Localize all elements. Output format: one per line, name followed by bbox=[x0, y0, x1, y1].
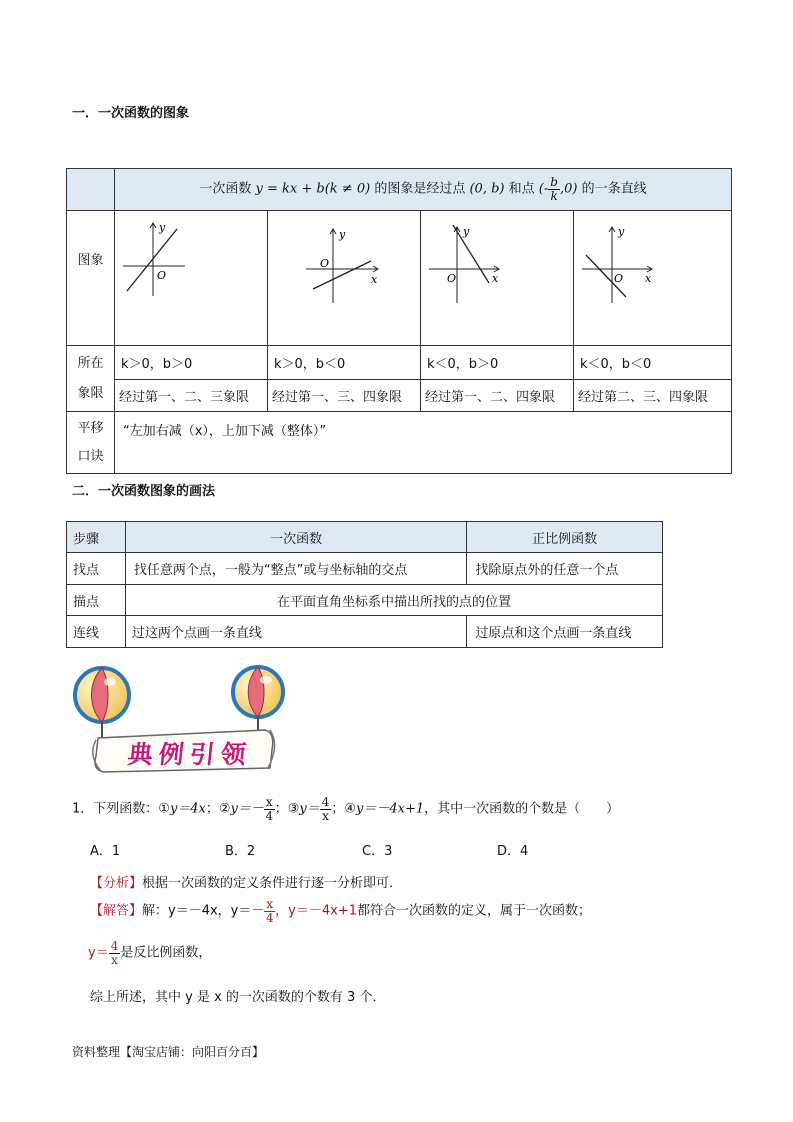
graph-k-pos-b-pos bbox=[115, 211, 267, 341]
quadrant-4: 经过第二、三、四象限 bbox=[574, 380, 732, 412]
row-graph-label: 图象 bbox=[67, 211, 115, 346]
find-proportional: 找除原点外的任意一个点 bbox=[467, 553, 663, 585]
option-c[interactable]: C．3 bbox=[362, 844, 393, 859]
graph-k-neg-b-neg bbox=[574, 211, 731, 341]
svg-text:x: x bbox=[371, 273, 378, 286]
table1-header: 一次函数 y = kx + b(k ≠ 0) 的图象是经过点 (0, b) 和点 (- $\frac{b}{k}$ ,0) 的一条直线 bbox=[115, 169, 732, 211]
svg-text:y: y bbox=[463, 225, 470, 238]
svg-text:x: x bbox=[645, 272, 652, 285]
step-find: 找点 bbox=[67, 553, 126, 585]
option-d[interactable]: D．4 bbox=[497, 844, 529, 859]
footer-credit: 资料整理【淘宝店铺：向阳百分百】 bbox=[72, 1045, 265, 1059]
header-step: 步骤 bbox=[67, 522, 126, 553]
option-a[interactable]: A．1 bbox=[90, 844, 121, 859]
graph-cell-1 bbox=[115, 211, 268, 346]
ball-left-icon bbox=[75, 668, 129, 738]
example-banner bbox=[70, 660, 300, 780]
connect-proportional: 过原点和这个点画一条直线 bbox=[467, 616, 663, 648]
graph-cell-3 bbox=[421, 211, 574, 346]
step-plot: 描点 bbox=[67, 585, 126, 616]
q1-fraction-2: $\frac{x}{4}$ bbox=[265, 795, 274, 823]
quadrant-2: 经过第一、三、四象限 bbox=[268, 380, 421, 412]
condition-1: k＞0，b＞0 bbox=[115, 346, 268, 380]
graph-k-pos-b-neg bbox=[268, 211, 420, 341]
svg-text:x: x bbox=[492, 272, 499, 285]
header-fraction: $\frac{b}{k}$ bbox=[550, 175, 558, 203]
svg-text:O: O bbox=[614, 272, 624, 285]
shift-rule: “左加右减（x），上加下减（整体）” bbox=[115, 412, 732, 474]
analysis: 【分析】根据一次函数的定义条件进行逐一分析即可． bbox=[90, 876, 403, 891]
condition-4: k＜0，b＜0 bbox=[574, 346, 732, 380]
row-quadrant-label: 所在 象限 bbox=[67, 346, 115, 412]
answer-line-1: 【解答】解：y＝－4x，y＝－ $\frac{x}{4}$ ，y＝－4x+1都符合一次函数的定义，属于一次函数； bbox=[90, 897, 591, 925]
section2-title: 二．一次函数图象的画法 bbox=[72, 484, 216, 499]
header-proportional: 正比例函数 bbox=[467, 522, 663, 553]
condition-2: k＞0，b＜0 bbox=[268, 346, 421, 380]
answer-line-2: y＝ $\frac{4}{x}$ 是反比例函数， bbox=[88, 939, 212, 967]
row-shift-label: 平移 口诀 bbox=[67, 412, 115, 474]
answer-tag: 【解答】 bbox=[90, 903, 143, 919]
step-connect: 连线 bbox=[67, 616, 126, 648]
linear-function-graph-table bbox=[66, 168, 732, 474]
graph-drawing-table bbox=[66, 521, 663, 648]
answer-fraction-2: $\frac{4}{x}$ bbox=[110, 939, 119, 967]
ball-right-icon bbox=[233, 667, 283, 732]
graph-k-neg-b-pos bbox=[421, 211, 573, 341]
analysis-tag: 【分析】 bbox=[90, 876, 143, 891]
graph-cell-2 bbox=[268, 211, 421, 346]
graph-cell-4 bbox=[574, 211, 732, 346]
banner-text: 典例引领 bbox=[126, 740, 254, 769]
svg-text:O: O bbox=[320, 257, 330, 270]
question-1: 1．下列函数：①y＝4x；②y＝－ $\frac{x}{4}$ ；③y＝ $\frac{4}{x}$ ；④y＝－4x+1，其中一次函数的个数是（ ） bbox=[72, 795, 620, 823]
answer-fraction-1: $\frac{x}{4}$ bbox=[265, 897, 274, 925]
plot-both: 在平面直角坐标系中描出所找的点的位置 bbox=[125, 585, 662, 616]
svg-text:O: O bbox=[157, 269, 167, 282]
quadrant-1: 经过第一、二、三象限 bbox=[115, 380, 268, 412]
condition-3: k＜0，b＞0 bbox=[421, 346, 574, 380]
section1-title: 一．一次函数的图象 bbox=[72, 106, 190, 121]
table1-corner bbox=[67, 169, 115, 211]
svg-text:y: y bbox=[159, 221, 166, 234]
svg-text:O: O bbox=[447, 272, 457, 285]
answer-line-3: 综上所述，其中 y 是 x 的一次函数的个数有 3 个． bbox=[90, 990, 386, 1005]
svg-text:y: y bbox=[618, 225, 625, 238]
find-linear: 找任意两个点，一般为“整点”或与坐标轴的交点 bbox=[125, 553, 466, 585]
q1-fraction-3: $\frac{4}{x}$ bbox=[321, 795, 330, 823]
quadrant-3: 经过第一、二、四象限 bbox=[421, 380, 574, 412]
svg-text:y: y bbox=[339, 228, 346, 241]
connect-linear: 过这两个点画一条直线 bbox=[125, 616, 466, 648]
option-b[interactable]: B．2 bbox=[225, 844, 256, 859]
header-linear: 一次函数 bbox=[125, 522, 466, 553]
